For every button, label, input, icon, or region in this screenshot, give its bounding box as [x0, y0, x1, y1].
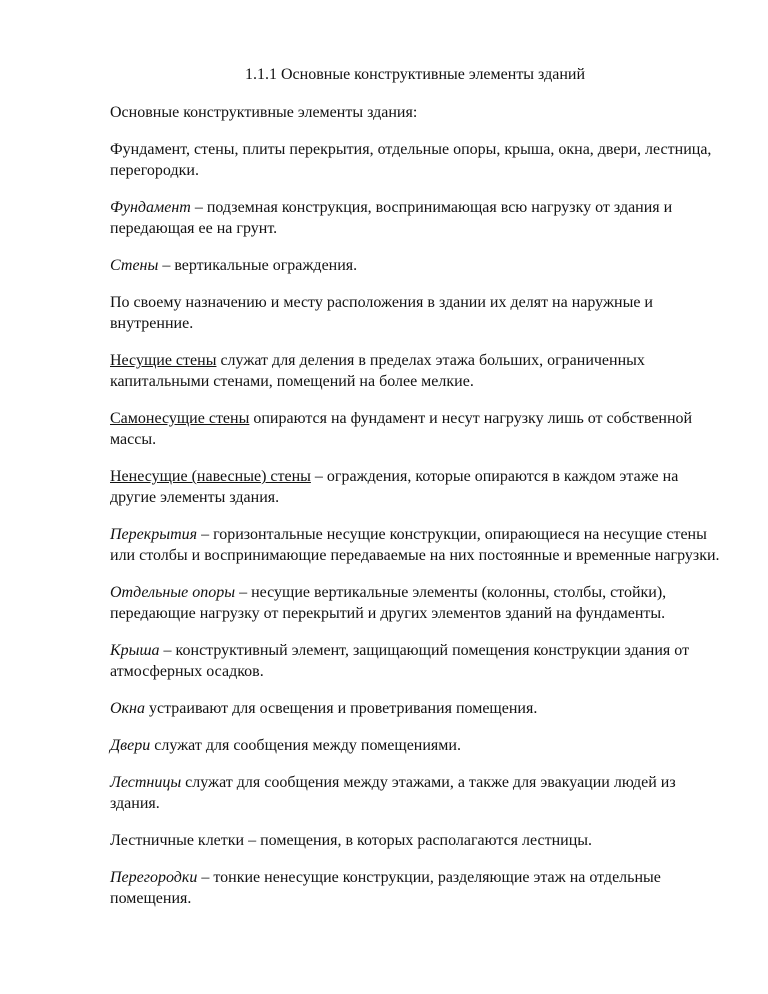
floors-paragraph	[110, 524, 720, 566]
definition-text: опираются на фундамент и несут нагрузку лишь от собственной массы.	[110, 410, 693, 448]
foundation-paragraph	[110, 197, 720, 239]
term-floors: Перекрытия	[110, 526, 198, 543]
term-doors: Двери	[110, 737, 151, 754]
term-partitions: Перегородки	[110, 869, 198, 886]
supports-paragraph	[110, 582, 720, 624]
curtain-walls-paragraph	[110, 466, 720, 508]
section-title: 1.1.1 Основные конструктивные элементы зданий	[244, 66, 586, 83]
roof-paragraph	[110, 640, 720, 682]
doors-paragraph	[110, 735, 720, 756]
term-windows: Окна	[110, 700, 145, 717]
intro-paragraph: Основные конструктивные элементы здания:	[110, 104, 418, 121]
definition-text: устраивают для освещения и проветривания помещения.	[144, 700, 538, 717]
stairs-paragraph	[110, 772, 720, 814]
definition-text: служат для сообщения между помещениями.	[150, 737, 461, 754]
term-stairs: Лестницы	[110, 774, 182, 791]
term-curtain-walls: Ненесущие (навесные) стены	[110, 468, 311, 485]
partitions-paragraph	[110, 867, 720, 909]
windows-paragraph	[110, 698, 720, 719]
definition-text: – конструктивный элемент, защищающий помещения конструкции здания от атмосферных осадков.	[110, 642, 690, 680]
term-supports: Отдельные опоры	[110, 584, 236, 601]
definition-text: – ограждения, которые опираются в каждом этаже на другие элементы здания.	[110, 468, 679, 506]
definition-text: – подземная конструкция, воспринимающая всю нагрузку от здания и передающая ее на грунт.	[110, 199, 673, 237]
definition-text: – тонкие ненесущие конструкции, разделяющие этаж на отдельные помещения.	[110, 869, 661, 907]
self-supporting-walls-paragraph	[110, 408, 720, 450]
definition-text: – горизонтальные несущие конструкции, опирающиеся на несущие стены или столбы и воспринимающие передаваемые на них постоянные и временные нагрузки.	[110, 526, 720, 564]
definition-text: служат для деления в пределах этажа больших, ограниченных капитальными стенами, помещений на более мелкие.	[110, 352, 645, 390]
term-load-bearing-walls: Несущие стены	[110, 352, 217, 369]
elements-list-paragraph: Фундамент, стены, плиты перекрытия, отдельные опоры, крыша, окна, двери, лестница, перегородки.	[110, 141, 712, 179]
document-page	[110, 64, 720, 925]
term-self-supporting-walls: Самонесущие стены	[110, 410, 250, 427]
load-bearing-walls-paragraph	[110, 350, 720, 392]
stairwells-paragraph: Лестничные клетки – помещения, в которых располагаются лестницы.	[110, 832, 593, 849]
walls-paragraph	[110, 255, 720, 276]
definition-text: служат для сообщения между этажами, а также для эвакуации людей из здания.	[110, 774, 676, 812]
definition-text: – несущие вертикальные элементы (колонны, столбы, стойки), передающие нагрузку от перекрытий и других элементов зданий на фундаменты.	[110, 584, 667, 622]
walls-classification-paragraph: По своему назначению и месту расположения в здании их делят на наружные и внутренние.	[110, 294, 653, 332]
term-roof: Крыша	[110, 642, 160, 659]
definition-text: – вертикальные ограждения.	[158, 257, 358, 274]
term-foundation: Фундамент	[110, 199, 191, 216]
term-walls: Стены	[110, 257, 159, 274]
